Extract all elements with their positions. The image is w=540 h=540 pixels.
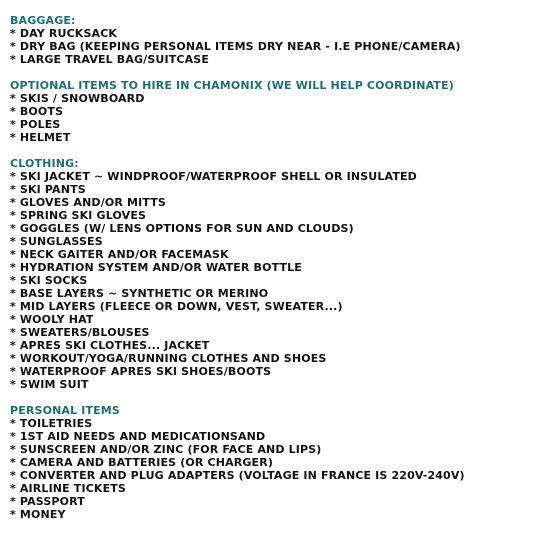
item-list (10, 417, 535, 521)
list-item: * GOGGLES (W/ LENS OPTIONS FOR SUN AND CLOUDS) (10, 222, 354, 235)
list-item: * POLES (10, 118, 61, 131)
list-item: * SKI SOCKS (10, 274, 88, 287)
section-personal-items (10, 404, 535, 521)
packing-list (10, 14, 535, 534)
list-item: * 1ST AID NEEDS AND MEDICATIONSAND (10, 430, 266, 443)
list-item: * HYDRATION SYSTEM AND/OR WATER BOTTLE (10, 261, 302, 274)
list-item: * SUNSCREEN AND/OR ZINC (FOR FACE AND LIPS) (10, 443, 322, 456)
list-item: * APRES SKI CLOTHES... JACKET (10, 339, 210, 352)
list-item: * PASSPORT (10, 495, 85, 508)
list-item: * CAMERA AND BATTERIES (OR CHARGER) (10, 456, 273, 469)
list-item: * WORKOUT/YOGA/RUNNING CLOTHES AND SHOES (10, 352, 327, 365)
list-item: * SWEATERS/BLOUSES (10, 326, 150, 339)
list-item: * WATERPROOF APRES SKI SHOES/BOOTS (10, 365, 272, 378)
item-list (10, 92, 535, 144)
list-item: * MID LAYERS (FLEECE OR DOWN, VEST, SWEATER...) (10, 300, 343, 313)
list-item: * GLOVES AND/OR MITTS (10, 196, 166, 209)
section-baggage (10, 14, 535, 66)
list-item: * HELMET (10, 131, 71, 144)
list-item: * LARGE TRAVEL BAG/SUITCASE (10, 53, 210, 66)
section-heading: BAGGAGE: (10, 14, 76, 27)
item-list (10, 27, 535, 66)
list-item: * BASE LAYERS ~ SYNTHETIC OR MERINO (10, 287, 269, 300)
section-heading: OPTIONAL ITEMS TO HIRE IN CHAMONIX (WE WILL HELP COORDINATE) (10, 79, 454, 92)
list-item: * BOOTS (10, 105, 64, 118)
list-item: * SKI PANTS (10, 183, 86, 196)
list-item: * SKI JACKET ~ WINDPROOF/WATERPROOF SHELL OR INSULATED (10, 170, 417, 183)
section-optional-hire (10, 79, 535, 144)
list-item: * SWIM SUIT (10, 378, 89, 391)
list-item: * DRY BAG (KEEPING PERSONAL ITEMS DRY NEAR - I.E PHONE/CAMERA) (10, 40, 461, 53)
list-item: * WOOLY HAT (10, 313, 94, 326)
section-heading: PERSONAL ITEMS (10, 404, 120, 417)
list-item: * MONEY (10, 508, 66, 521)
section-clothing (10, 157, 535, 391)
list-item: * SKIS / SNOWBOARD (10, 92, 145, 105)
list-item: * SUNGLASSES (10, 235, 103, 248)
item-list (10, 170, 535, 391)
list-item: * CONVERTER AND PLUG ADAPTERS (VOLTAGE IN FRANCE IS 220V-240V) (10, 469, 465, 482)
list-item: * TOILETRIES (10, 417, 93, 430)
list-item: * SPRING SKI GLOVES (10, 209, 147, 222)
section-heading: CLOTHING: (10, 157, 79, 170)
list-item: * NECK GAITER AND/OR FACEMASK (10, 248, 229, 261)
list-item: * DAY RUCKSACK (10, 27, 118, 40)
list-item: * AIRLINE TICKETS (10, 482, 126, 495)
